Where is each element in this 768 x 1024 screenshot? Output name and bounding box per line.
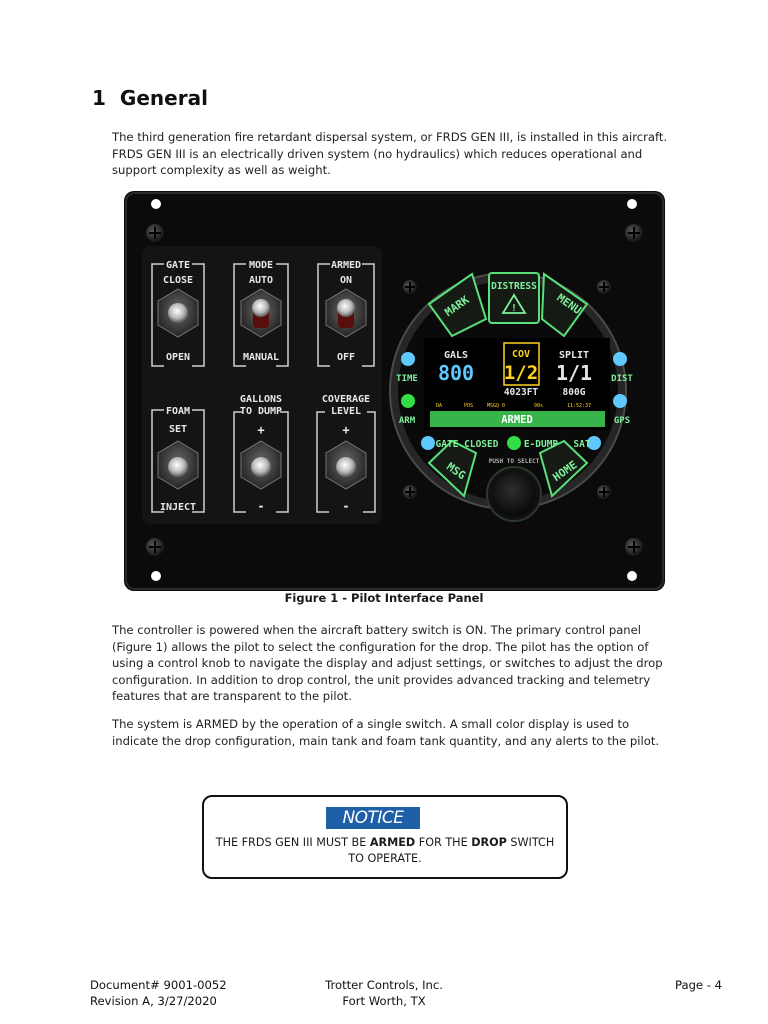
gate-closed-led [421,436,435,450]
screw-icon [625,224,643,242]
e-dump-led [507,436,521,450]
screw-icon [403,485,417,499]
pilot-interface-panel-figure [124,191,665,591]
gate-title: GATE [165,260,191,271]
gallons-plus-label: + [257,423,265,437]
footer-revision: Revision A, 3/27/2020 [90,994,217,1008]
armed-bottom-label: OFF [336,352,356,363]
footer-city: Fort Worth, TX [342,994,426,1008]
notice-text: THE FRDS GEN III MUST BE ARMED FOR THE DROP SWITCH TO OPERATE. [215,836,555,865]
panel-label: POS [464,403,474,409]
split-value: 1/1 [555,361,593,385]
gps-label: GPS [613,416,631,426]
dist-label: DIST [611,374,633,384]
panel-label: COV [511,349,531,360]
arm-led [401,394,415,408]
altitude-value: 4023FT [503,387,539,398]
panel-label: MARK [442,293,472,320]
arm-label: ARM [398,416,416,426]
foam-bottom-label: INJECT [159,502,197,513]
e-dump-label: E-DUMP [523,439,559,450]
paragraph-controller: The controller is powered when the aircraft battery switch is ON. The primary control panel (Figure 1) allows the pilot to select the configuration for the drop. The pilot has the option of using a control knob to navigate the display and adjust settings, or switches to adjust the drop configuration. In addition to drop control, the unit provides advanced tracking and telemetry features that are transparent to the pilot. [112,623,663,703]
panel-label: DA [436,403,443,409]
paragraph-armed: The system is ARMED by the operation of a single switch. A small color display is used to indicate the drop configuration, main tank and foam tank quantity, and any alerts to the pilot. [112,717,660,748]
mount-hole [627,571,637,581]
panel-label: SPLIT [558,350,590,361]
footer-company-info [0,977,768,1009]
panel-illustration [124,191,665,591]
panel-label: 11:52:37 [567,403,592,409]
mount-hole [151,571,161,581]
coverage-title-1: COVERAGE [321,394,371,405]
foam-title: FOAM [165,406,191,417]
distress-button [489,273,539,323]
armed-status: ARMED [501,414,533,426]
status-display [424,338,610,430]
panel-label: MSG [444,460,468,483]
mode-top-label: AUTO [248,275,274,286]
gals-value: 800 [437,361,475,385]
armed-top-label: ON [339,275,353,286]
screw-icon [146,538,164,556]
gate-closed-label: GATE CLOSED [435,439,499,450]
time-label: TIME [396,374,418,384]
screw-icon [625,538,643,556]
cov-value: 1/2 [503,362,539,384]
section-heading [92,86,208,110]
footer-doc-number: Document# 9001-0052 [90,978,227,992]
notice-badge: NOTICE [326,807,420,829]
notice-box [202,795,568,879]
mount-hole [627,199,637,209]
mount-hole [151,199,161,209]
gallons-minus-label: - [257,499,265,513]
toggle-lever-icon [168,457,188,477]
footer-company: Trotter Controls, Inc. [325,978,443,992]
footer-page-number: Page - 4 [675,978,722,992]
panel-label: DISTRESS [491,281,537,292]
gallons-title-2: TO DUMP [239,406,283,417]
toggle-lever-icon [252,299,270,317]
screw-icon [597,485,611,499]
gate-bottom-label: OPEN [165,352,191,363]
split-gals: 800G [562,387,586,398]
gps-led [613,394,627,408]
coverage-title-2: LEVEL [330,406,362,417]
screw-icon [597,280,611,294]
screw-icon [146,224,164,242]
panel-label: 90s [534,403,544,409]
coverage-minus-label: - [342,499,350,513]
panel-label: MENU [554,291,584,318]
gallons-title-1: GALLONS [239,394,283,405]
section-title: General [119,86,208,110]
toggle-lever-icon [251,457,271,477]
mode-title: MODE [248,260,274,271]
paragraph-intro: The third generation fire retardant dispersal system, or FRDS GEN III, is installed in this aircraft. FRDS GEN III is an electrically driven system (no hydraulics) which reduces operational and support complexity as well as weight. [112,130,668,177]
panel-label: GALS [443,350,469,361]
coverage-plus-label: + [342,423,350,437]
time-led [401,352,415,366]
section-number: 1 [92,86,106,110]
figure-caption: Figure 1 - Pilot Interface Panel [284,591,484,605]
panel-label: MSGQ 0 [487,403,506,409]
dist-led [613,352,627,366]
gate-top-label: CLOSE [162,275,194,286]
knob-label: PUSH TO SELECT [488,458,540,465]
mode-bottom-label: MANUAL [242,352,280,363]
foam-top-label: SET [168,424,188,435]
panel-label: HOME [550,458,580,485]
sat-label: SAT [573,439,591,450]
toggle-lever-icon [168,303,188,323]
armed-title: ARMED [330,260,362,271]
toggle-lever-icon [337,299,355,317]
svg-text:!: ! [510,303,518,314]
toggle-lever-icon [336,457,356,477]
screw-icon [403,280,417,294]
